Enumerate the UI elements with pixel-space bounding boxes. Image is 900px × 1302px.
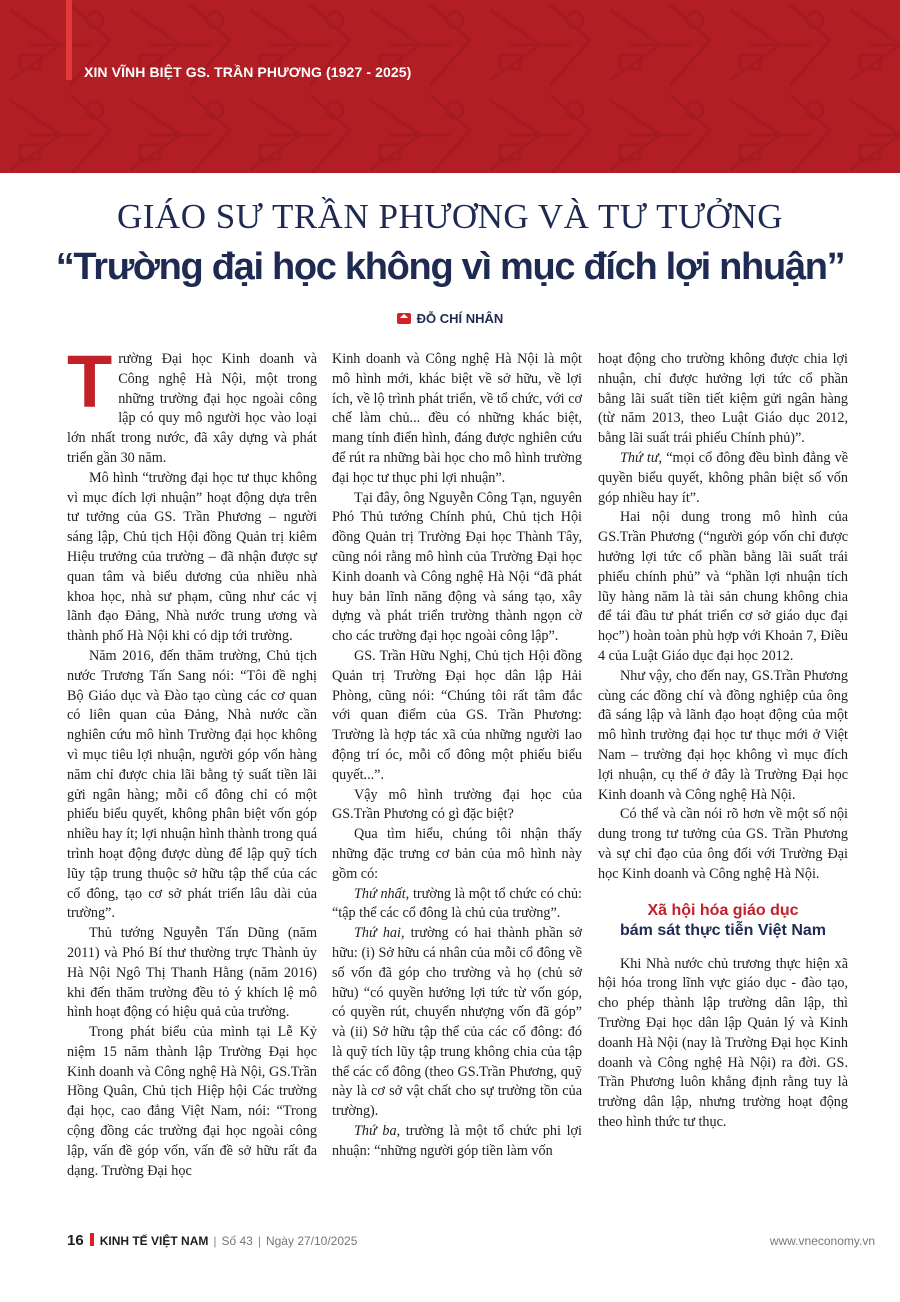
paragraph-item: Thứ tư, “mọi cổ đông đều bình đẳng về quyền biểu quyết, không phân biệt số vốn góp nhiều hay ít”. [598, 449, 849, 506]
column-3 [598, 350, 848, 1133]
author-name: ĐỖ CHÍ NHÂN [416, 311, 504, 326]
pen-icon [397, 313, 411, 324]
page-footer [67, 1232, 875, 1252]
paragraph: GS. Trần Hữu Nghị, Chủ tịch Hội đồng Quản trị Trường Đại học dân lập Hải Phòng, cũng nói: “Chúng tôi rất tâm đắc với quan điểm của GS. Trần Phương: Trường là hợp tác xã của những người lao động trí óc, mỗi cổ đông một phiếu biểu quyết...”. [332, 647, 582, 783]
page-number: 16 [67, 1232, 84, 1249]
paragraph: hoạt động cho trường không được chia lợi nhuận, chỉ được hưởng lợi tức cổ phần bằng lãi suất tiền tiết kiệm gửi ngân hàng (từ năm 2013, theo Luật Giáo dục 2012, bằng lãi suất trái phiếu Chính phủ)”. [598, 351, 848, 447]
issue-number: Số 43 [221, 1234, 253, 1248]
paragraph: Như vậy, cho đến nay, GS.Trần Phương cùng các đồng chí và đồng nghiệp của ông đã sáng lập và lãnh đạo hoạt động của một mô hình trường đại học tư thục mới ở Việt Nam – trường đại học không vì mục đích lợi nhuận, cụ thể ở đây là Trường Đại học Kinh doanh và Công nghệ Hà Nội. [598, 667, 848, 803]
paragraph: Trong phát biểu của mình tại Lễ Kỷ niệm 15 năm thành lập Trường Đại học Kinh doanh và Công nghệ Hà Nội, GS.Trần Hồng Quân, Chủ tịch Hiệp hội Các trường đại học, cao đẳng Việt Nam, nói: “Trong cộng đồng các trường đại học ngoài công lập, vấn đề góp vốn, vấn đề sở hữu rất đa dạng. Trường Đại học [67, 1024, 317, 1179]
paragraph: Trường Đại học Kinh doanh và Công nghệ Hà Nội, một trong những trường đại học ngoài công lập có quy mô người học vào loại lớn nhất trong nước, đã xây dựng và phát triển gần 30 năm. [67, 340, 317, 466]
footer-accent-bar [90, 1233, 94, 1246]
paragraph: Kinh doanh và Công nghệ Hà Nội là một mô hình mới, khác biệt về sở hữu, về lợi ích, về lộ trình phát triển, về tổ chức, với cơ chế làm chủ... đều có những khác biệt, mang tính điển hình, đáng được nghiên cứu để rút ra những bài học cho mô hình trường đại học tư thục phi lợi nhuận”. [332, 351, 582, 486]
paragraph: Qua tìm hiểu, chúng tôi nhận thấy những đặc trưng cơ bản của mô hình này gồm có: [332, 826, 582, 882]
website-url: www.vneconomy.vn [769, 1234, 875, 1248]
dropcap: T [67, 340, 113, 423]
paragraph: Khi Nhà nước chủ trương thực hiện xã hội hóa trong lĩnh vực giáo dục - đào tạo, cho phép thành lập trường dân lập, thì Trường Đại học dân lập Quản lý và Kinh doanh Hà Nội (nay là Trường Đại học Kinh doanh và Công nghệ Hà Nội) ra đời. GS. Trần Phương luôn khẳng định rằng tuy là trường dân lập, nhưng trường hoạt động theo hình thức tư thục. [598, 955, 848, 1130]
subheading-line1: Xã hội hóa giáo dục [647, 901, 799, 919]
paragraph: Mô hình “trường đại học tư thục không vì mục đích lợi nhuận” hoạt động dựa trên tư tưởng của GS. Trần Phương – người sáng lập, Chủ tịch Hội đồng Quản trị kiêm Hiệu trưởng của trường – đã nhận được sự quan tâm và biểu dương của nhiều nhà khoa học, nhà sư phạm, cũng như các vị lãnh đạo Đảng, Nhà nước trung ương và thành phố Hà Nội khi có dịp tới trường. [67, 469, 317, 645]
article-title-line2: “Trường đại học không vì mục đích lợi nhuận” [55, 246, 845, 288]
article-title-line1: GIÁO SƯ TRẦN PHƯƠNG VÀ TƯ TƯỞNG [116, 197, 784, 236]
paragraph: Tại đây, ông Nguyễn Công Tạn, nguyên Phó Thủ tướng Chính phủ, Chủ tịch Hội đồng Quản trị Trường Đại học Thành Tây, cũng nói rằng mô hình của Trường Đại học Kinh doanh và Công nghệ Hà Nội “đã phát huy bản lĩnh năng động và sáng tạo, xây dựng và phát triển trường thành ngọn cờ cho các trường đại học ngoài công lập”. [332, 489, 582, 645]
column-2 [332, 350, 582, 1162]
magazine-name: KINH TẾ VIỆT NAM [99, 1234, 209, 1248]
paragraph-item: Thứ nhất, trường là một tổ chức có chủ: “tập thể các cổ đông là chủ của trường”. [332, 885, 582, 922]
banner-pattern [0, 0, 900, 173]
paragraph: Năm 2016, đến thăm trường, Chủ tịch nước Trương Tấn Sang nói: “Tôi đề nghị Bộ Giáo dục và Đào tạo cùng các cơ quan có liên quan của Đảng, Nhà nước cần nghiên cứu mô hình Trường đại học không vì mục tiêu lợi nhuận, người góp vốn hàng năm chỉ được chia lãi bằng tỷ suất tiền lãi gửi ngân hàng; mỗi cổ đông chỉ có một phiếu biểu quyết, không phân biệt vốn góp nhiều hay ít; lợi nhuận hình thành trong quá trình hoạt động được dùng để lập quỹ tích lũy tập trung thuộc sở hữu tập thể của các cổ đông, tạo cơ sở phát triển lâu dài của trường”. [67, 647, 317, 922]
paragraph-item: Thứ ba, trường là một tổ chức phi lợi nhuận: “những người góp tiền làm vốn [332, 1123, 582, 1159]
section-label: XIN VĨNH BIỆT GS. TRẦN PHƯƠNG (1927 - 2025) [84, 64, 412, 80]
author-byline [0, 311, 900, 326]
paragraph-item: Thứ hai, trường có hai thành phần sở hữu: (i) Sở hữu cá nhân của mỗi cổ đông về số vốn đã góp cho trường và họ (chủ sở hữu) “có quyền hưởng lợi tức từ vốn góp, có quyền rút, chuyển nhượng vốn đã góp” và (ii) Sở hữu tập thể của các cổ đông: đó là quỹ tích lũy tập trung không chia của tập thể các cổ đông (theo GS.Trần Phương, quỹ này là cơ sở vật chất cho sự trường tồn của trường). [332, 925, 582, 1120]
paragraph: Hai nội dung trong mô hình của GS.Trần Phương (“người góp vốn chỉ được hưởng lợi tức cổ phần bằng lãi suất trái phiếu chính phủ” và “phần lợi nhuận tích lũy hàng năm là tài sản chung không chia để tái đầu tư phát triển cơ sở giáo dục đại học”) hoàn toàn phù hợp với Khoản 7, Điều 4 của Luật Giáo dục đại học 2012. [598, 509, 848, 664]
paragraph: Thủ tướng Nguyễn Tấn Dũng (năm 2011) và Phó Bí thư thường trực Thành ủy Hà Nội Ngô Thị Thanh Hằng (năm 2016) khi đến thăm trường đều tỏ ý khích lệ mô hình hoạt động có hiệu quả của trường. [67, 925, 317, 1021]
separator: | [213, 1234, 217, 1248]
column-1 [67, 340, 317, 1181]
separator: | [257, 1234, 261, 1248]
paragraph: Có thể và cần nói rõ hơn về một số nội dung trong tư tưởng của GS. Trần Phương và sự chỉ đạo của ông đối với Trường Đại học Kinh doanh và Công nghệ Hà Nội. [598, 806, 848, 882]
header-banner [0, 0, 900, 173]
section-subheading [598, 901, 848, 941]
paragraph: Vậy mô hình trường đại học của GS.Trần Phương có gì đặc biệt? [332, 786, 582, 823]
banner-accent-bar [66, 0, 72, 80]
issue-date: Ngày 27/10/2025 [265, 1234, 358, 1248]
subheading-line2: bám sát thực tiễn Việt Nam [619, 921, 826, 939]
